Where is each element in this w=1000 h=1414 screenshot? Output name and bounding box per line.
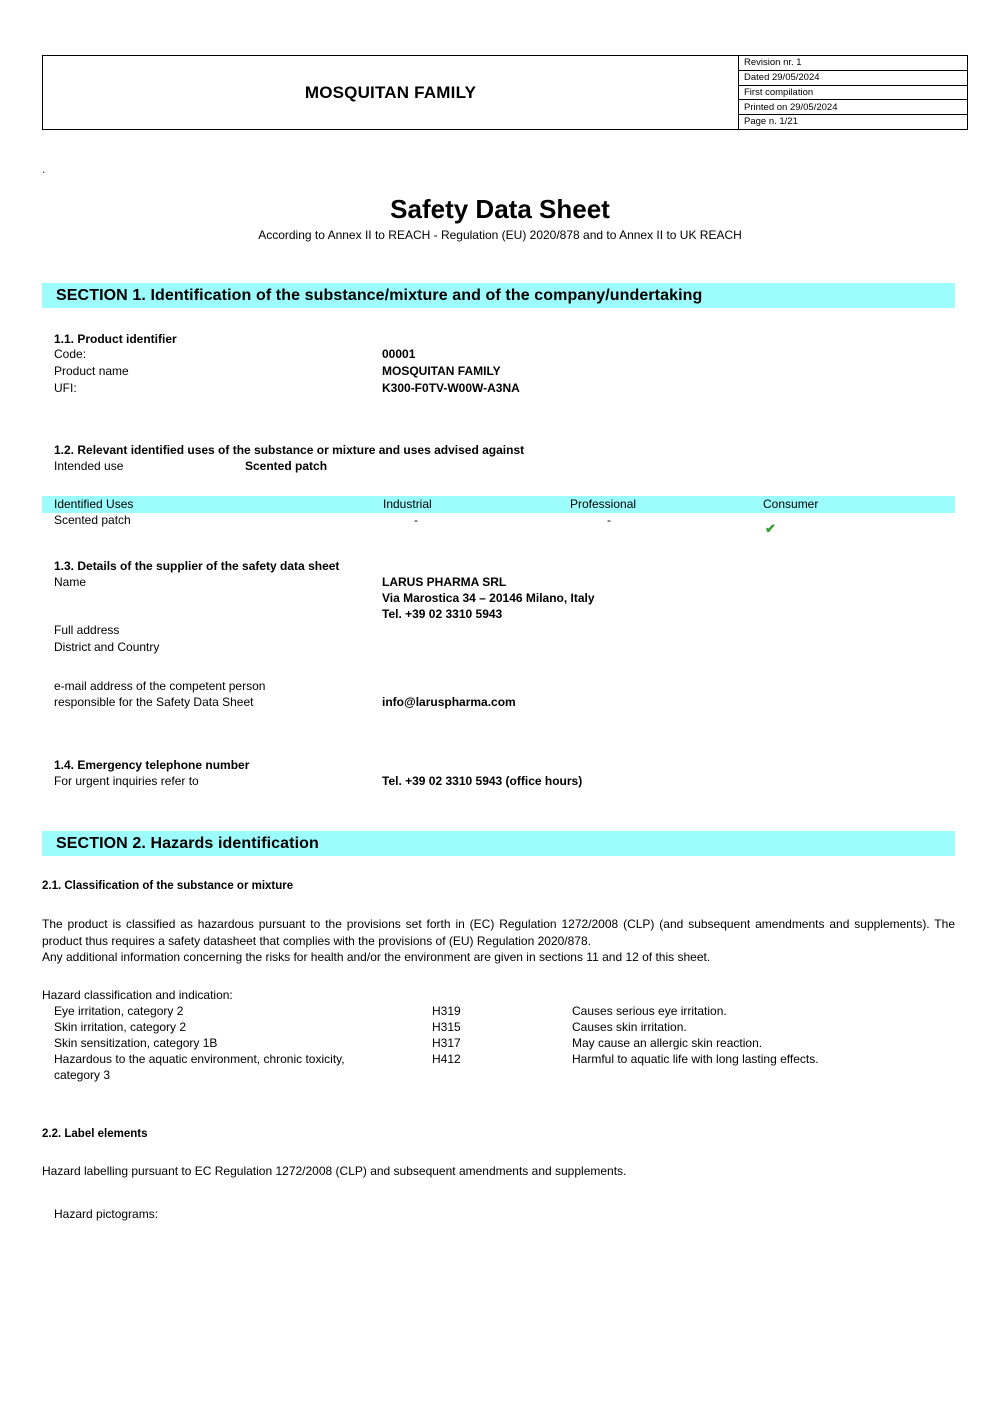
label-urgent-inquiries: For urgent inquiries refer to [54, 774, 199, 788]
heading-2-1: 2.1. Classification of the substance or mixture [42, 880, 294, 892]
heading-1-4: 1.4. Emergency telephone number [54, 758, 250, 772]
heading-2-2: 2.2. Label elements [42, 1128, 148, 1140]
label-supplier-name: Name [54, 575, 87, 589]
leading-dot-mark: . [42, 162, 46, 176]
value-emergency-telephone: Tel. +39 02 3310 5943 (office hours) [382, 774, 583, 788]
page-subtitle: According to Annex II to REACH - Regulation (EU) 2020/878 and to Annex II to UK REACH [258, 228, 742, 242]
value-product-name: MOSQUITAN FAMILY [382, 364, 501, 378]
header-product-title-cell [43, 56, 739, 129]
hazard-statement-4: Harmful to aquatic life with long lasting effects. [572, 1052, 819, 1066]
value-email-address: info@laruspharma.com [382, 695, 516, 709]
page-title: Safety Data Sheet [390, 194, 610, 224]
label-ufi: UFI: [54, 381, 77, 395]
cell-use-name: Scented patch [54, 513, 131, 527]
hazard-classification-1: Eye irritation, category 2 [54, 1004, 184, 1018]
label-elements-paragraph: Hazard labelling pursuant to EC Regulation 1272/2008 (CLP) and subsequent amendments and supplements. [42, 1164, 627, 1178]
heading-1-3: 1.3. Details of the supplier of the safety data sheet [54, 559, 340, 573]
header-meta-revision: Revision nr. 1 [739, 56, 967, 71]
value-supplier-address: Via Marostica 34 – 20146 Milano, Italy [382, 591, 595, 605]
value-supplier-name: LARUS PHARMA SRL [382, 575, 507, 589]
col-professional: Professional [570, 497, 637, 511]
hazard-statement-3: May cause an allergic skin reaction. [572, 1036, 763, 1050]
hazard-classification-4: Hazardous to the aquatic environment, chronic toxicity, [54, 1052, 345, 1066]
label-product-name: Product name [54, 364, 129, 378]
classification-paragraph: The product is classified as hazardous pursuant to the provisions set forth in (EC) Regulation 1272/2008 (CLP) (and subsequent amendments and supplements). The product thus requires a safety datasheet that complies with the provisions of (EU) Regulation 2020/878. [42, 917, 955, 948]
identified-uses-table-header [42, 496, 955, 513]
heading-1-1: 1.1. Product identifier [54, 332, 177, 346]
label-district-country: District and Country [54, 640, 160, 654]
label-code: Code: [54, 347, 87, 361]
header-metadata-cell [739, 56, 967, 129]
header-meta-compilation: First compilation [739, 86, 967, 101]
value-ufi: K300-F0TV-W00W-A3NA [382, 381, 520, 395]
heading-1-2: 1.2. Relevant identified uses of the substance or mixture and uses advised against [54, 443, 525, 457]
cell-industrial: - [414, 513, 418, 527]
value-code: 00001 [382, 347, 416, 361]
value-supplier-telephone: Tel. +39 02 3310 5943 [382, 607, 503, 621]
section-1-header-bar [42, 283, 955, 308]
col-consumer: Consumer [763, 497, 819, 511]
label-email-line-1: e-mail address of the competent person [54, 679, 266, 693]
section-2-header-bar [42, 831, 955, 856]
hazard-table-label: Hazard classification and indication: [42, 988, 233, 1002]
label-full-address: Full address [54, 623, 120, 637]
header-meta-printed: Printed on 29/05/2024 [739, 100, 967, 115]
header-meta-dated: Dated 29/05/2024 [739, 71, 967, 86]
col-identified-uses: Identified Uses [54, 497, 134, 511]
col-industrial: Industrial [383, 497, 432, 511]
hazard-classification-3: Skin sensitization, category 1B [54, 1036, 218, 1050]
label-email-line-2: responsible for the Safety Data Sheet [54, 695, 254, 709]
checkmark-icon-consumer: ✔ [765, 521, 776, 536]
label-intended-use: Intended use [54, 459, 124, 473]
hazard-classification-2: Skin irritation, category 2 [54, 1020, 187, 1034]
hazard-code-3: H317 [432, 1036, 461, 1050]
table-row [42, 512, 955, 529]
section-2-title: SECTION 2. Hazards identification [56, 834, 319, 852]
hazard-statement-1: Causes serious eye irritation. [572, 1004, 727, 1018]
hazard-classification-4-line-2: category 3 [54, 1068, 111, 1082]
hazard-code-2: H315 [432, 1020, 461, 1034]
section-1-title: SECTION 1. Identification of the substance/mixture and of the company/undertaking [56, 286, 703, 304]
label-hazard-pictograms: Hazard pictograms: [54, 1207, 159, 1221]
cell-professional: - [607, 513, 611, 527]
hazard-code-1: H319 [432, 1004, 461, 1018]
hazard-code-4: H412 [432, 1052, 461, 1066]
hazard-statement-2: Causes skin irritation. [572, 1020, 687, 1034]
header-meta-page-number: Page n. 1/21 [744, 116, 798, 128]
document-header-box [42, 55, 968, 130]
header-product-title: MOSQUITAN FAMILY [304, 82, 477, 102]
classification-paragraph-2: Any additional information concerning the risks for health and/or the environment are given in sections 11 and 12 of this sheet. [42, 950, 711, 964]
value-intended-use: Scented patch [245, 459, 328, 473]
